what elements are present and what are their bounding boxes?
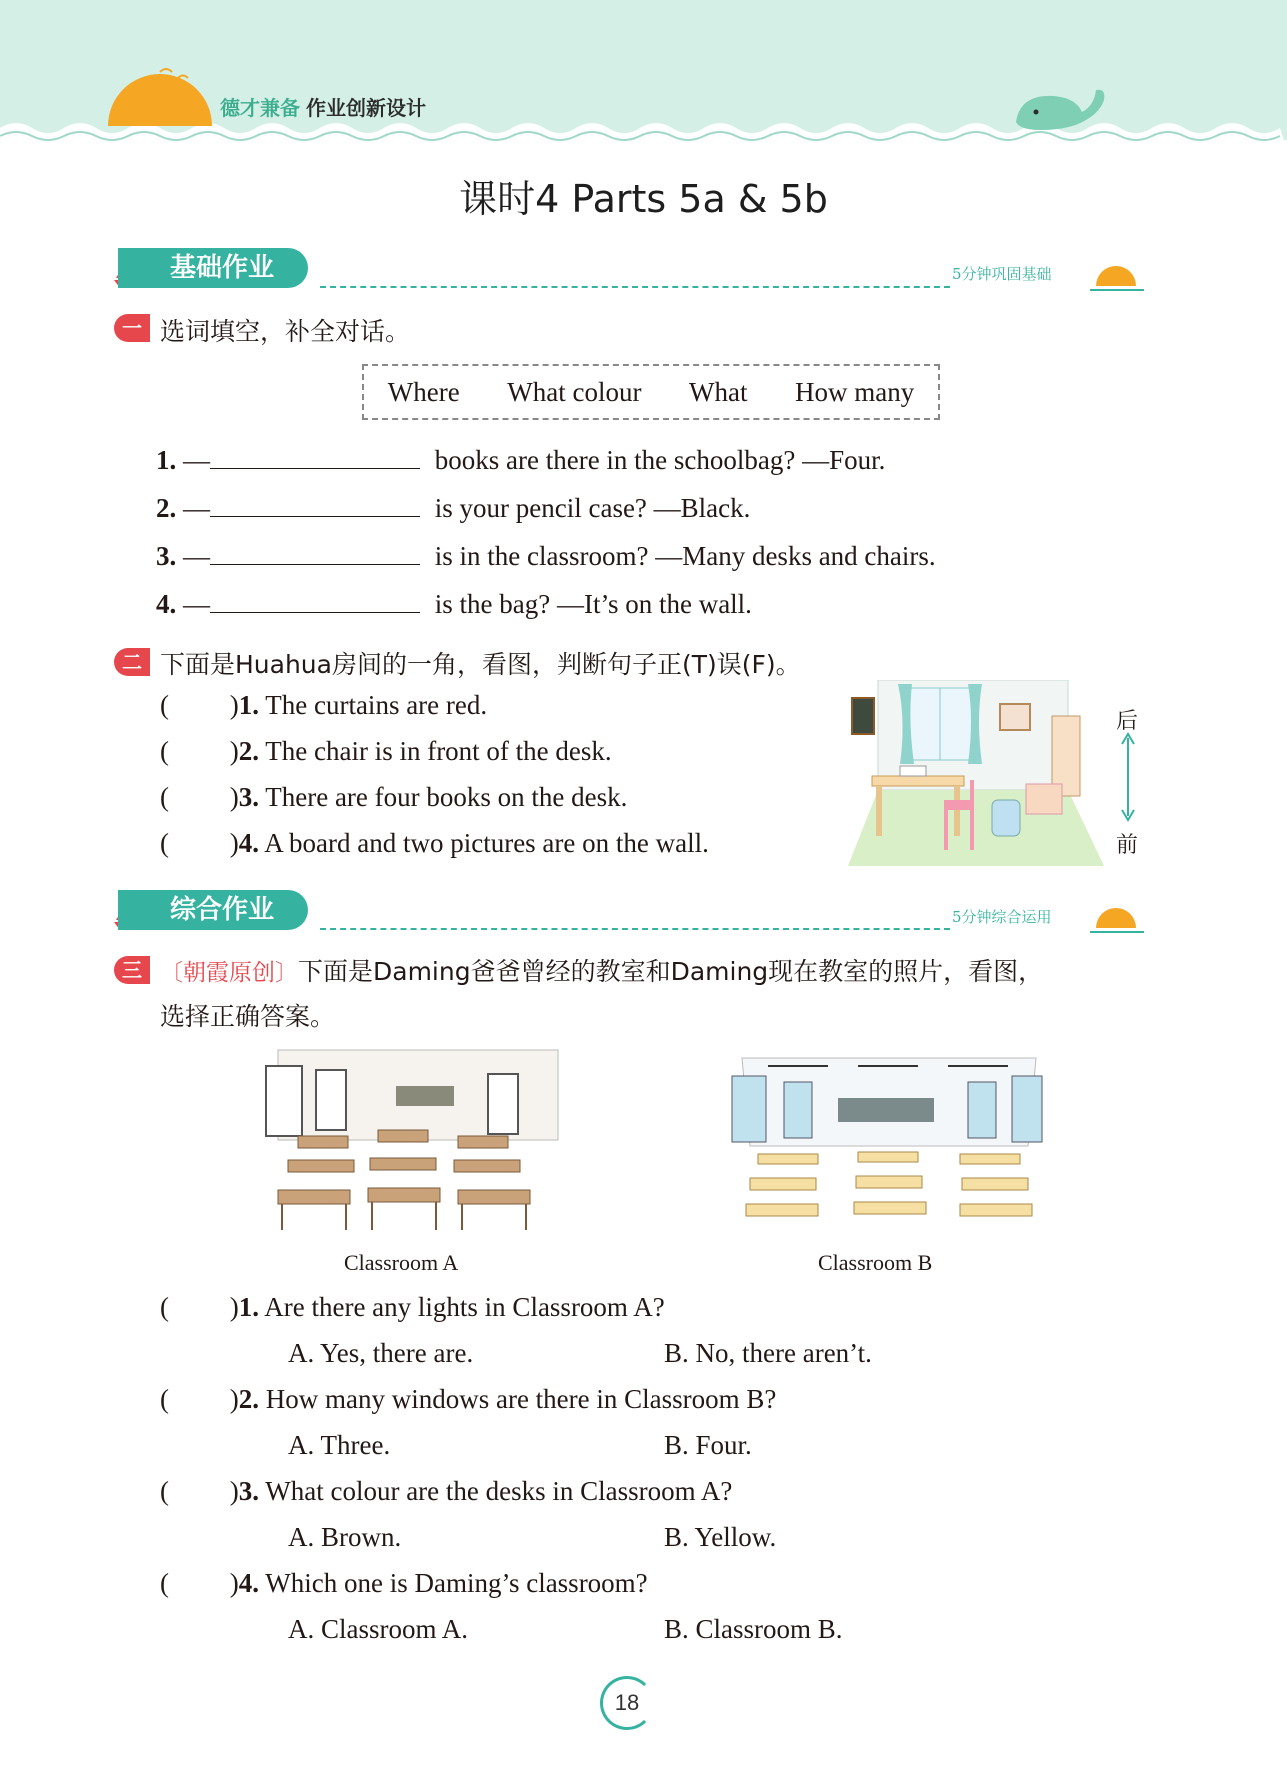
q1-item — [156, 445, 885, 476]
q1-item — [156, 589, 752, 620]
small-sun-icon — [1090, 254, 1144, 294]
item-text: books are there in the schoolbag? —Four. — [434, 445, 886, 475]
section-divider — [320, 928, 950, 930]
item-number: 4. — [238, 1568, 259, 1598]
q2-item — [160, 690, 487, 721]
item-number: 2. — [238, 736, 259, 766]
q1-instruction: 选词填空，补全对话。 — [160, 317, 411, 346]
item-number: 2. — [238, 1384, 259, 1414]
option-a: A. Classroom A. — [288, 1614, 469, 1644]
item-number: 1. — [238, 690, 259, 720]
whale-icon — [1010, 78, 1110, 134]
answer-blank[interactable] — [210, 494, 420, 517]
section-basic-label: 基础作业 — [118, 248, 308, 288]
q3-item — [160, 1384, 776, 1415]
item-text: is the bag? —It’s on the wall. — [434, 589, 752, 619]
q2-item — [160, 782, 627, 813]
word-bank-item: What — [688, 376, 748, 407]
word-bank-item: How many — [795, 376, 915, 407]
q3-instruction: 〔朝霞原创〕下面是Daming爸爸曾经的教室和Daming现在教室的照片，看图， — [160, 957, 1044, 986]
item-text: How many windows are there in Classroom B? — [265, 1384, 777, 1414]
item-number: 4. — [156, 589, 177, 619]
word-bank-item: What colour — [507, 376, 642, 407]
answer-paren[interactable]: ( ) — [160, 736, 239, 766]
option-a: A. Brown. — [288, 1522, 402, 1552]
option-b: B. No, there aren’t. — [664, 1338, 872, 1368]
answer-paren[interactable]: ( ) — [160, 1476, 239, 1506]
page-number: 18 — [600, 1676, 654, 1730]
answer-blank[interactable] — [210, 446, 420, 469]
dash: — — [183, 445, 210, 475]
option-a: A. Three. — [288, 1430, 391, 1460]
answer-paren[interactable]: ( ) — [160, 690, 239, 720]
q3-tag: 〔朝霞原创〕 — [160, 960, 298, 986]
q3-item — [160, 1568, 648, 1599]
item-text: A board and two pictures are on the wall. — [264, 828, 709, 858]
section-comprehensive-label: 综合作业 — [118, 890, 308, 930]
option-b: B. Classroom B. — [664, 1614, 843, 1644]
q2-instruction: 下面是Huahua房间的一角，看图，判断句子正(T)误(F)。 — [160, 650, 801, 679]
caption-classroom-a: Classroom A — [344, 1250, 459, 1275]
answer-paren[interactable]: ( ) — [160, 828, 239, 858]
q3-item — [160, 1292, 665, 1323]
answer-paren[interactable]: ( ) — [160, 1568, 239, 1598]
word-bank-item: Where — [387, 376, 460, 407]
q1-badge: 一 — [114, 314, 150, 342]
item-text: is your pencil case? —Black. — [434, 493, 751, 523]
item-text: The curtains are red. — [265, 690, 488, 720]
room-illustration — [848, 680, 1104, 866]
classroom-a-illustration — [258, 1040, 576, 1236]
q2-item — [160, 736, 612, 767]
item-number: 2. — [156, 493, 177, 523]
section-divider — [320, 286, 950, 288]
item-number: 3. — [238, 782, 259, 812]
back-label: 后 — [1116, 709, 1139, 734]
item-number: 1. — [238, 1292, 259, 1322]
dash: — — [183, 589, 210, 619]
dash: — — [183, 541, 210, 571]
small-sun-icon — [1090, 896, 1144, 936]
classroom-b-illustration — [728, 1046, 1050, 1236]
section-comprehensive-note: 5分钟综合运用 — [952, 908, 1052, 926]
answer-paren[interactable]: ( ) — [160, 1384, 239, 1414]
item-text: The chair is in front of the desk. — [265, 736, 612, 766]
item-number: 4. — [238, 828, 259, 858]
item-text: There are four books on the desk. — [265, 782, 628, 812]
option-b: B. Four. — [664, 1430, 752, 1460]
brand: 德才兼备 作业创新设计 — [220, 96, 426, 120]
front-label: 前 — [1116, 833, 1139, 858]
item-text: is in the classroom? —Many desks and chairs. — [434, 541, 936, 571]
direction-arrow — [1118, 732, 1138, 822]
section-basic-note: 5分钟巩固基础 — [952, 265, 1052, 283]
option-a: A. Yes, there are. — [288, 1338, 474, 1368]
page-title: 课时4 Parts 5a & 5b — [459, 177, 828, 221]
item-number: 1. — [156, 445, 177, 475]
answer-paren[interactable]: ( ) — [160, 782, 239, 812]
answer-blank[interactable] — [210, 542, 420, 565]
item-text: Which one is Daming’s classroom? — [265, 1568, 648, 1598]
item-number: 3. — [156, 541, 177, 571]
q3-badge: 三 — [114, 956, 150, 984]
q1-item — [156, 493, 750, 524]
q1-item — [156, 541, 936, 572]
q2-badge: 二 — [114, 648, 150, 676]
item-number: 3. — [238, 1476, 259, 1506]
answer-paren[interactable]: ( ) — [160, 1292, 239, 1322]
caption-classroom-b: Classroom B — [818, 1250, 933, 1275]
item-text: What colour are the desks in Classroom A? — [265, 1476, 733, 1506]
item-text: Are there any lights in Classroom A? — [264, 1292, 665, 1322]
q2-item — [160, 828, 709, 859]
sun-icon — [100, 60, 220, 130]
answer-blank[interactable] — [210, 590, 420, 613]
word-bank — [362, 364, 940, 420]
dash: — — [183, 493, 210, 523]
q3-item — [160, 1476, 732, 1507]
option-b: B. Yellow. — [664, 1522, 777, 1552]
q3-instruction-line2: 选择正确答案。 — [160, 1002, 336, 1031]
